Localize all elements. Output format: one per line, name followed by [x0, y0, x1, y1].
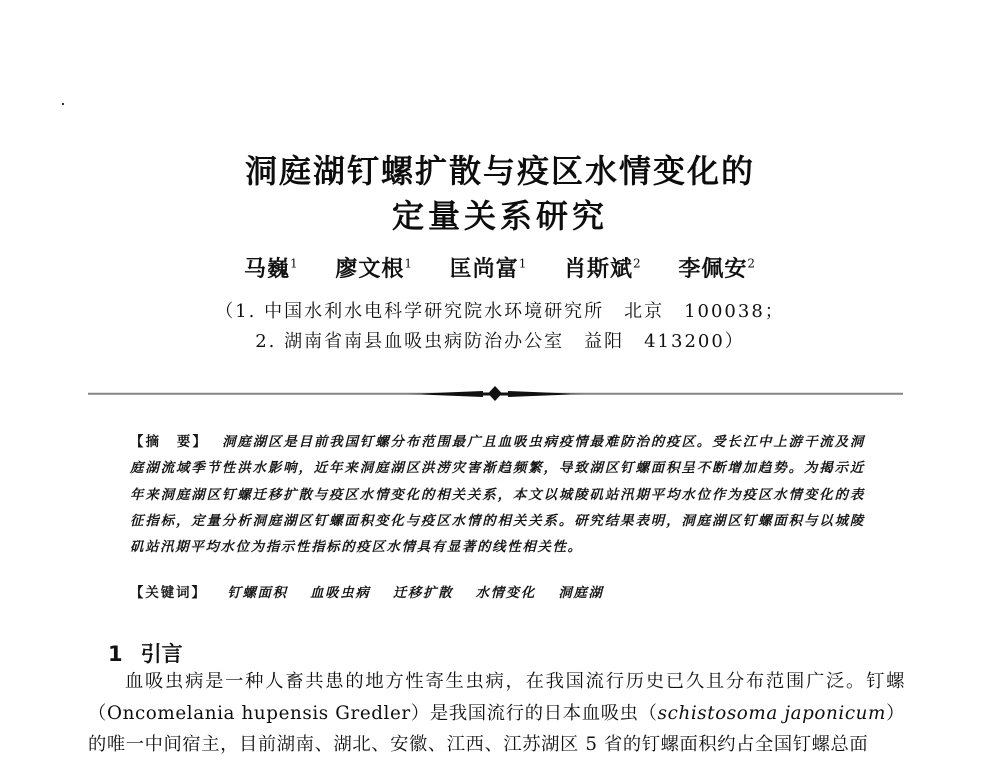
scan-speck [62, 103, 64, 105]
keywords-label: 【关键词】 [130, 585, 207, 601]
author-list [0, 252, 1000, 283]
section-title: 引言 [140, 642, 183, 666]
introduction-paragraph: 血吸虫病是一种人畜共患的地方性寄生虫病，在我国流行历史已久且分布范围广泛。钉螺（Oncomelania hupensis Gredler）是我国流行的日本血吸虫（schistosoma japonicum）的唯一中间宿主，目前湖南、湖北、安徽、江西、江苏湖区 5 省的钉螺面积约占全国钉螺总面 [88, 671, 905, 755]
keyword-3: 迁移扩散 [392, 585, 454, 601]
author-5: 李佩安$^2$ [678, 256, 756, 282]
section-number: 1 [108, 642, 123, 666]
affiliation-line-2: 2. 湖南省南县血吸虫病防治办公室 益阳 413200） [255, 331, 745, 352]
author-1: 马巍$^1$ [244, 256, 299, 282]
paper-title-line-2: 定量关系研究 [391, 197, 608, 235]
abstract [130, 429, 865, 560]
abstract-text: 洞庭湖区是目前我国钉螺分布范围最广且血吸虫病疫情最难防治的疫区。受长江中上游干流及洞庭湖流域季节性洪水影响，近年来洞庭湖区洪涝灾害渐趋频繁，导致湖区钉螺面积呈不断增加趋势。为揭示近年来洞庭湖区钉螺迁移扩散与疫区水情变化的相关关系，本文以城陵矶站汛期平均水位作为疫区水情变化的表征指标，定量分析洞庭湖区钉螺面积变化与疫区水情的相关关系。研究结果表明，洞庭湖区钉螺面积与以城陵矶站汛期平均水位为指示性指标的疫区水情具有显著的线性相关性。 [130, 434, 866, 556]
author-2: 廖文根$^1$ [335, 256, 413, 282]
abstract-label: 【摘 要】 [130, 434, 209, 450]
ornamental-divider [88, 385, 903, 401]
keyword-1: 钉螺面积 [227, 585, 288, 601]
species-name: schistosoma japonicum [657, 702, 886, 724]
keyword-2: 血吸虫病 [310, 585, 371, 601]
keyword-5: 洞庭湖 [558, 585, 604, 601]
paper-title-line-1: 洞庭湖钉螺扩散与疫区水情变化的 [244, 152, 755, 190]
section-heading-introduction [108, 638, 183, 668]
author-3: 匡尚富$^1$ [449, 256, 528, 282]
keywords [130, 582, 865, 601]
affiliation-line-1: （1. 中国水利水电科学研究院水环境研究所 北京 100038； [215, 301, 785, 322]
author-4: 肖斯斌$^2$ [564, 256, 642, 282]
keyword-4: 水情变化 [475, 585, 536, 601]
